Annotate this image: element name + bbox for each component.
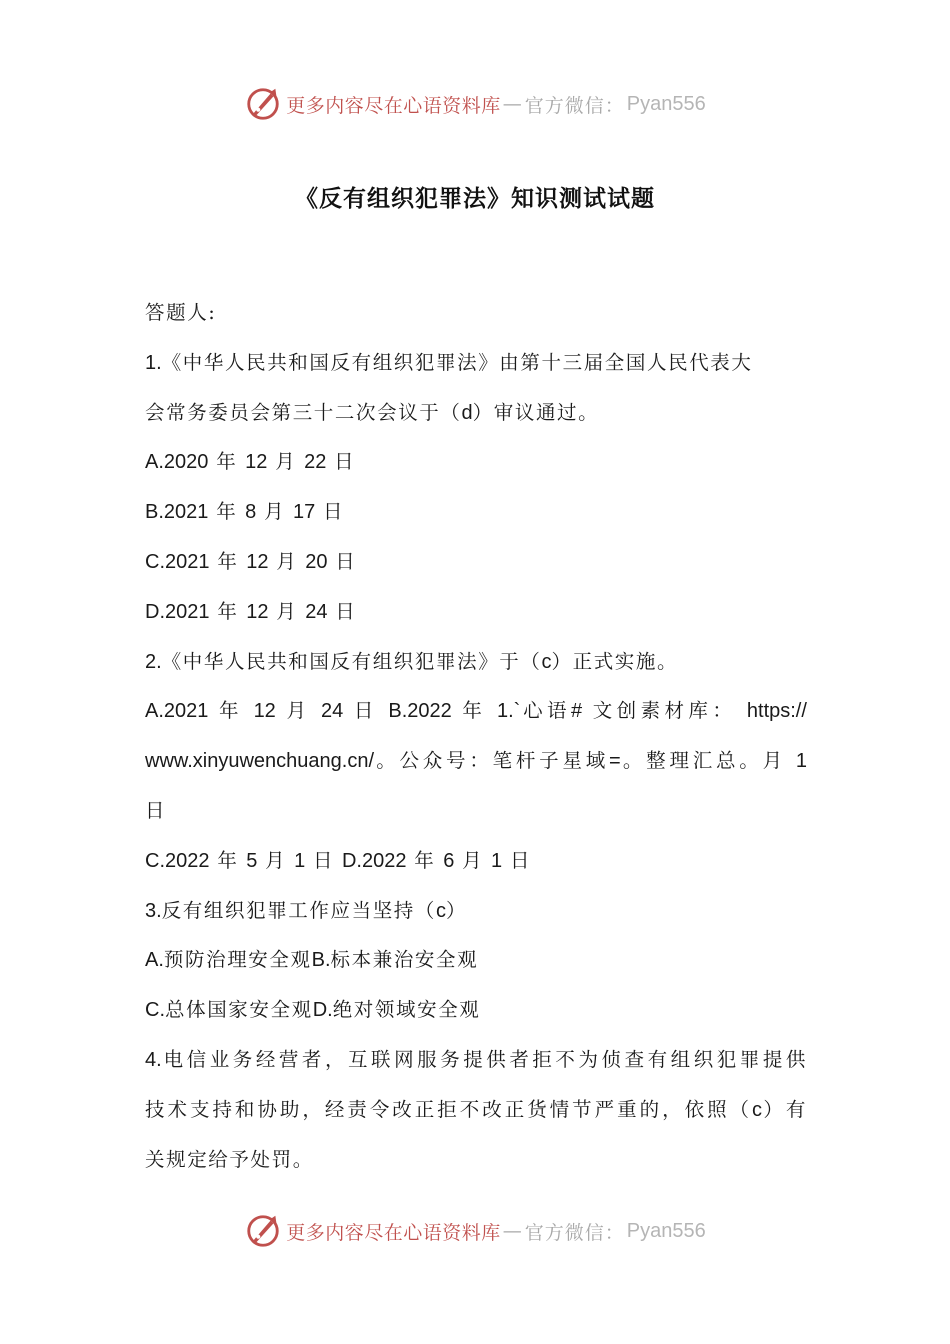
q2-line-3: www.xinyuwenchuang.cn/。公众号：笔杆子星域=。整理汇总。月 1 <box>145 749 807 773</box>
q4-line-1: 4.电信业务经营者，互联网服务提供者拒不为侦查有组织犯罪提供 <box>145 1047 807 1071</box>
watermark-label: 官方微信： <box>524 94 625 117</box>
watermark-text: 更多内容尽在心语资料库 <box>286 1221 501 1244</box>
q1-option-d: D.2021 年 12 月 24 日 <box>145 599 357 623</box>
watermark-label: 官方微信： <box>524 1221 625 1244</box>
watermark-account: Pyan556 <box>626 92 706 115</box>
q3-options-ab: A.预防治理安全观B.标本兼治安全观 <box>145 948 479 972</box>
q2-options-cd: C.2022 年 5 月 1 日 D.2022 年 6 月 1 日 <box>145 848 532 872</box>
q1-line-2: 会常务委员会第三十二次会议于（d）审议通过。 <box>145 400 600 424</box>
document-title: 《反有组织犯罪法》知识测试试题 <box>295 186 655 212</box>
q1-line-1: 1.《中华人民共和国反有组织犯罪法》由第十三届全国人民代表大 <box>145 350 753 374</box>
pen-logo-icon <box>244 85 282 123</box>
q2-line-1: 2.《中华人民共和国反有组织犯罪法》于（c）正式实施。 <box>145 649 679 673</box>
watermark-separator: — <box>502 93 523 115</box>
q2-line-2: A.2021 年 12 月 24 日 B.2022 年 1.`心语# 文创素材库： https:// <box>145 699 807 723</box>
q1-option-a: A.2020 年 12 月 22 日 <box>145 450 356 474</box>
header-watermark <box>0 84 950 124</box>
q2-line-4: 日 <box>145 798 167 822</box>
q1-option-b: B.2021 年 8 月 17 日 <box>145 500 345 524</box>
respondent-label: 答题人: <box>145 301 217 324</box>
q4-line-3: 关规定给予处罚。 <box>145 1147 314 1171</box>
pen-logo-icon <box>244 1212 282 1250</box>
watermark-account: Pyan556 <box>626 1219 706 1242</box>
q3-line-1: 3.反有组织犯罪工作应当坚持（c） <box>145 898 468 922</box>
q4-line-2: 技术支持和协助，经责令改正拒不改正货情节严重的，依照（c）有 <box>145 1097 807 1121</box>
footer-watermark <box>0 1211 950 1251</box>
watermark-separator: — <box>502 1220 523 1242</box>
q3-options-cd: C.总体国家安全观D.绝对领域安全观 <box>145 998 481 1022</box>
document-body <box>145 288 807 1184</box>
q1-option-c: C.2021 年 12 月 20 日 <box>145 549 357 573</box>
watermark-text: 更多内容尽在心语资料库 <box>286 94 501 117</box>
